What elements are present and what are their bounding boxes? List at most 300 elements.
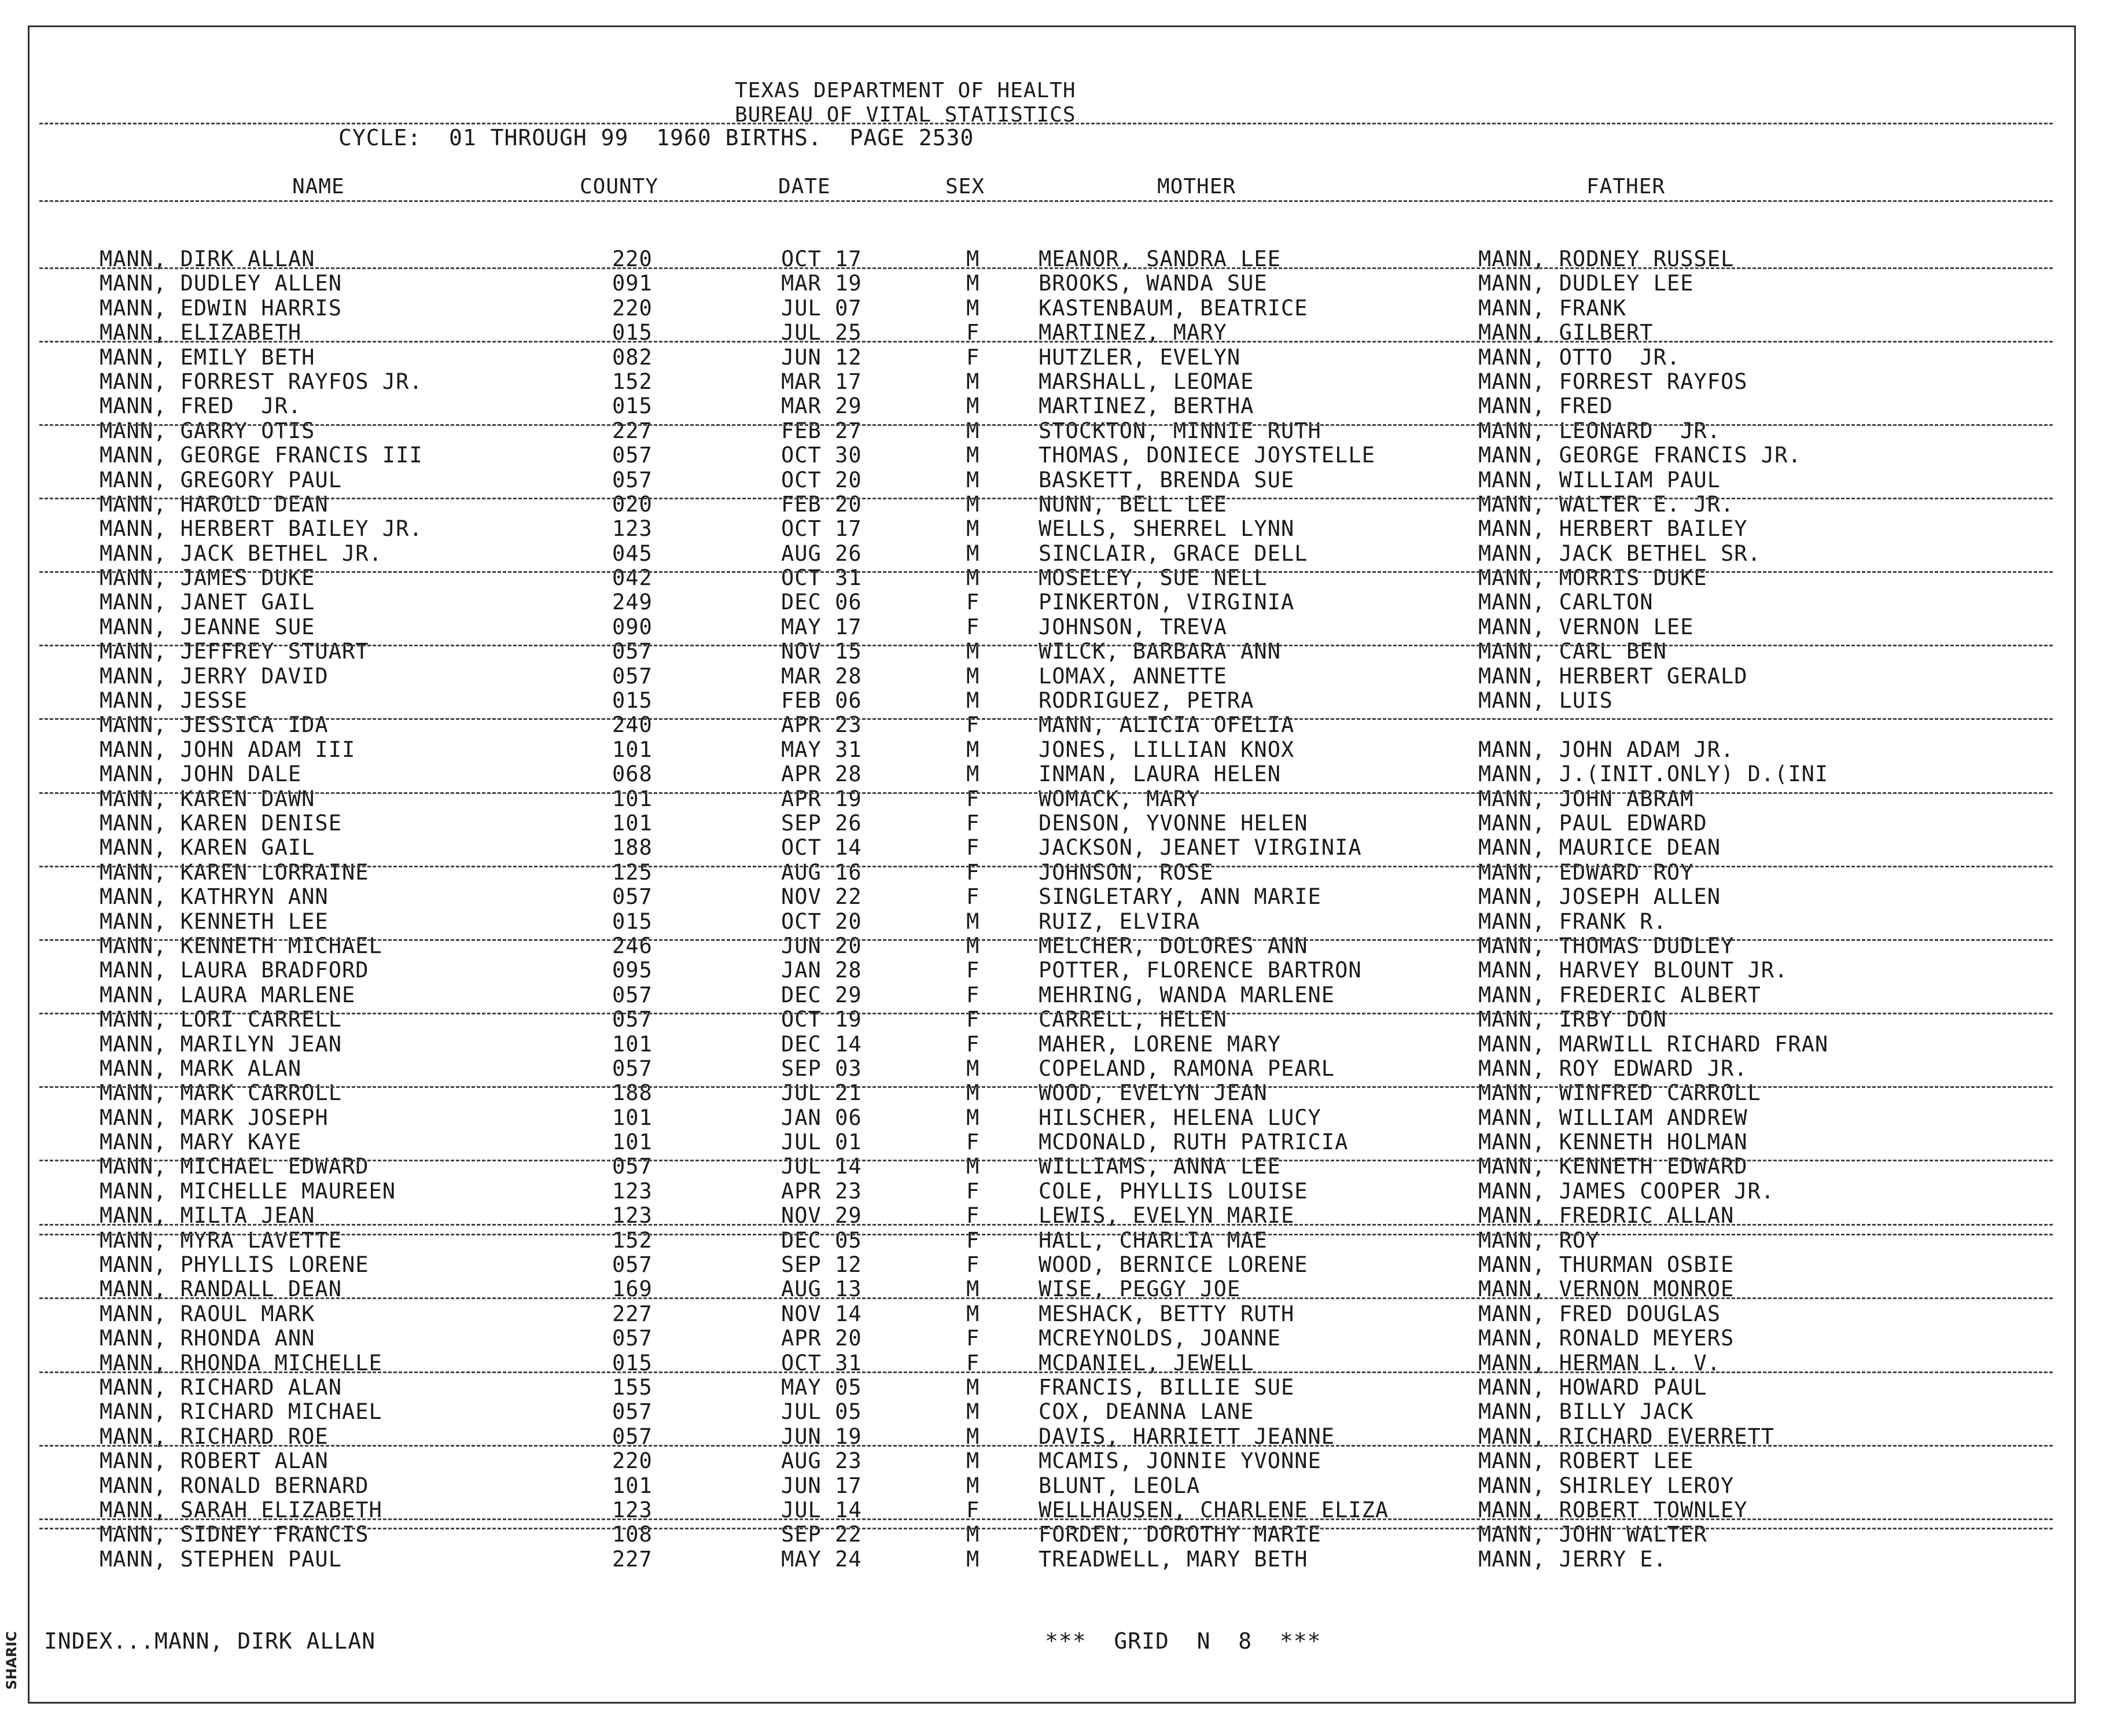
record-county: 101 [612, 1031, 653, 1057]
record-county: 057 [612, 467, 653, 492]
record-county: 220 [612, 247, 653, 271]
record-father: MANN, CARL BEN [1478, 639, 1667, 664]
record-mother: MCDANIEL, JEWELL [1039, 1350, 1254, 1375]
index-line: INDEX...MANN, DIRK ALLAN [44, 1628, 376, 1654]
record-name: MANN, MICHAEL EDWARD [100, 1154, 369, 1179]
table-row [0, 1056, 2117, 1080]
table-row [0, 590, 2117, 614]
table-row [0, 1351, 2117, 1375]
record-mother: JOHNSON, TREVA [1039, 614, 1227, 639]
record-date: MAY 17 [781, 614, 862, 639]
record-sex: M [966, 393, 980, 419]
record-name: MANN, RHONDA ANN [100, 1326, 315, 1351]
record-mother: MELCHER, DOLORES ANN [1039, 933, 1308, 958]
record-name: MANN, RANDALL DEAN [100, 1277, 342, 1302]
record-sex: M [966, 271, 980, 296]
record-county: 123 [612, 1178, 653, 1204]
record-mother: WELLS, SHERREL LYNN [1039, 516, 1295, 542]
record-county: 057 [612, 1326, 653, 1351]
record-county: 091 [612, 271, 653, 296]
record-father: MANN, JAMES COOPER JR. [1478, 1178, 1775, 1204]
record-sex: M [966, 663, 980, 689]
record-county: 155 [612, 1374, 653, 1400]
record-sex: M [966, 1448, 980, 1474]
record-county: 057 [612, 884, 653, 910]
record-date: FEB 06 [781, 688, 862, 713]
record-name: MANN, LORI CARRELL [100, 1007, 342, 1032]
table-row [0, 516, 2117, 540]
record-sex: M [966, 565, 980, 591]
table-row [0, 271, 2117, 295]
record-mother: SINGLETARY, ANN MARIE [1039, 884, 1321, 910]
table-row [0, 443, 2117, 467]
record-date: DEC 05 [781, 1227, 862, 1253]
table-row [0, 664, 2117, 688]
table-row [0, 884, 2117, 909]
record-date: JUL 21 [781, 1080, 862, 1106]
record-mother: POTTER, FLORENCE BARTRON [1039, 958, 1362, 983]
record-county: 123 [612, 1203, 653, 1229]
table-row [0, 712, 2117, 737]
record-sex: M [966, 1473, 980, 1498]
record-mother: WOOD, BERNICE LORENE [1039, 1252, 1308, 1278]
record-mother: COLE, PHYLLIS LOUISE [1039, 1178, 1308, 1204]
record-father: MANN, MORRIS DUKE [1478, 565, 1707, 591]
record-sex: M [966, 1522, 980, 1547]
record-sex: M [966, 1080, 980, 1106]
table-row [0, 1547, 2117, 1571]
record-father: MANN, FRED [1478, 393, 1613, 419]
column-header-mother: MOTHER [1157, 175, 1236, 198]
record-date: JUN 20 [781, 933, 862, 958]
record-father: MANN, LEONARD JR. [1478, 418, 1721, 443]
side-label: SHARIC [3, 1631, 20, 1690]
record-mother: NUNN, BELL LEE [1039, 491, 1227, 517]
record-county: 015 [612, 1350, 653, 1375]
record-name: MANN, EMILY BETH [100, 344, 315, 370]
record-mother: MOSELEY, SUE NELL [1039, 565, 1268, 591]
record-father: MANN, RONALD MEYERS [1478, 1326, 1735, 1351]
record-name: MANN, FRED JR. [100, 393, 302, 419]
record-county: 101 [612, 737, 653, 762]
record-father: MANN, HERBERT GERALD [1478, 663, 1748, 689]
record-sex: F [966, 786, 980, 811]
record-county: 057 [612, 1007, 653, 1032]
table-row [0, 1522, 2117, 1546]
record-mother: DAVIS, HARRIETT JEANNE [1039, 1424, 1335, 1449]
record-sex: F [966, 320, 980, 345]
record-date: JUN 12 [781, 344, 862, 370]
table-row [0, 418, 2117, 443]
record-sex: M [966, 1399, 980, 1425]
record-county: 188 [612, 835, 653, 860]
record-name: MANN, JESSICA IDA [100, 712, 329, 738]
record-sex: M [966, 369, 980, 394]
table-row [0, 247, 2117, 271]
record-name: MANN, ELIZABETH [100, 320, 302, 345]
record-father: MANN, MAURICE DEAN [1478, 835, 1721, 860]
record-sex: F [966, 344, 980, 370]
record-county: 101 [612, 786, 653, 811]
record-date: JUN 17 [781, 1473, 862, 1498]
record-name: MANN, GARRY OTIS [100, 418, 315, 443]
record-father: MANN, WILLIAM ANDREW [1478, 1105, 1748, 1130]
record-county: 082 [612, 344, 653, 370]
record-county: 227 [612, 1301, 653, 1326]
table-row [0, 639, 2117, 663]
record-mother: MAHER, LORENE MARY [1039, 1031, 1281, 1057]
record-date: APR 19 [781, 786, 862, 811]
record-name: MANN, KAREN DAWN [100, 786, 315, 811]
record-date: JUL 01 [781, 1130, 862, 1155]
table-row [0, 737, 2117, 762]
record-father: MANN, IRBY DON [1478, 1007, 1667, 1032]
record-name: MANN, MARK ALAN [100, 1055, 302, 1081]
record-name: MANN, STEPHEN PAUL [100, 1546, 342, 1572]
record-county: 240 [612, 712, 653, 738]
record-father: MANN, CARLTON [1478, 590, 1654, 615]
record-county: 057 [612, 1424, 653, 1449]
record-county: 152 [612, 1227, 653, 1253]
record-name: MANN, RICHARD MICHAEL [100, 1399, 382, 1425]
table-row [0, 811, 2117, 835]
table-row [0, 1007, 2117, 1031]
record-mother: WELLHAUSEN, CHARLENE ELIZA [1039, 1497, 1389, 1522]
record-sex: F [966, 982, 980, 1007]
record-mother: HALL, CHARLIA MAE [1039, 1227, 1268, 1253]
record-mother: MARTINEZ, BERTHA [1039, 393, 1254, 419]
record-father: MANN, THOMAS DUDLEY [1478, 933, 1735, 958]
table-row [0, 1326, 2117, 1350]
record-mother: MEANOR, SANDRA LEE [1039, 247, 1281, 271]
record-name: MANN, JOHN DALE [100, 762, 302, 787]
record-sex: F [966, 1203, 980, 1229]
record-county: 227 [612, 1546, 653, 1572]
record-sex: M [966, 247, 980, 271]
record-father: MANN, ROBERT TOWNLEY [1478, 1497, 1748, 1522]
table-row [0, 786, 2117, 811]
table-row [0, 983, 2117, 1007]
record-father: MANN, WINFRED CARROLL [1478, 1080, 1761, 1106]
record-county: 090 [612, 614, 653, 639]
record-mother: RODRIGUEZ, PETRA [1039, 688, 1254, 713]
table-row [0, 369, 2117, 393]
record-name: MANN, RONALD BERNARD [100, 1473, 369, 1498]
record-name: MANN, EDWIN HARRIS [100, 295, 342, 321]
record-mother: WILLIAMS, ANNA LEE [1039, 1154, 1281, 1179]
record-name: MANN, MILTA JEAN [100, 1203, 315, 1229]
record-sex: M [966, 491, 980, 517]
record-mother: THOMAS, DONIECE JOYSTELLE [1039, 443, 1375, 468]
record-sex: M [966, 909, 980, 934]
record-father: MANN, JOHN ABRAM [1478, 786, 1694, 811]
table-row [0, 1179, 2117, 1203]
record-mother: FRANCIS, BILLIE SUE [1039, 1374, 1295, 1400]
record-father: MANN, OTTO JR. [1478, 344, 1681, 370]
record-sex: F [966, 1497, 980, 1522]
record-name: MANN, MARY KAYE [100, 1130, 302, 1155]
table-row [0, 1375, 2117, 1399]
record-sex: M [966, 1105, 980, 1130]
record-father: MANN, FRANK R. [1478, 909, 1667, 934]
record-mother: COPELAND, RAMONA PEARL [1039, 1055, 1335, 1081]
table-row [0, 933, 2117, 958]
record-name: MANN, DIRK ALLAN [100, 247, 315, 271]
record-name: MANN, JEANNE SUE [100, 614, 315, 639]
record-name: MANN, SARAH ELIZABETH [100, 1497, 382, 1522]
record-county: 227 [612, 418, 653, 443]
table-row [0, 1080, 2117, 1105]
record-date: JUL 14 [781, 1154, 862, 1179]
record-date: JUL 14 [781, 1497, 862, 1522]
record-date: FEB 20 [781, 491, 862, 517]
record-county: 015 [612, 320, 653, 345]
record-mother: HILSCHER, HELENA LUCY [1039, 1105, 1321, 1130]
record-mother: MANN, ALICIA OFELIA [1039, 712, 1295, 738]
record-name: MANN, GEORGE FRANCIS III [100, 443, 423, 468]
table-row [0, 1130, 2117, 1154]
record-sex: F [966, 1350, 980, 1375]
record-father: MANN, DUDLEY LEE [1478, 271, 1694, 296]
record-county: 057 [612, 982, 653, 1007]
record-county: 015 [612, 909, 653, 934]
record-sex: M [966, 516, 980, 542]
record-name: MANN, RICHARD ROE [100, 1424, 329, 1449]
record-mother: MARTINEZ, MARY [1039, 320, 1227, 345]
table-row [0, 1105, 2117, 1130]
record-date: SEP 22 [781, 1522, 862, 1547]
record-sex: M [966, 1277, 980, 1302]
table-row [0, 1399, 2117, 1424]
record-county: 057 [612, 1055, 653, 1081]
record-sex: M [966, 418, 980, 443]
record-mother: WOOD, EVELYN JEAN [1039, 1080, 1268, 1106]
record-father: MANN, SHIRLEY LEROY [1478, 1473, 1735, 1498]
table-row [0, 835, 2117, 859]
table-row [0, 296, 2117, 320]
table-row [0, 1252, 2117, 1277]
record-date: JUL 25 [781, 320, 862, 345]
record-sex: F [966, 1031, 980, 1057]
record-sex: F [966, 1252, 980, 1278]
table-row [0, 688, 2117, 712]
record-sex: M [966, 1055, 980, 1081]
record-sex: F [966, 590, 980, 615]
record-father: MANN, RODNEY RUSSEL [1478, 247, 1735, 271]
record-father: MANN, LUIS [1478, 688, 1613, 713]
record-date: DEC 06 [781, 590, 862, 615]
record-county: 020 [612, 491, 653, 517]
record-county: 015 [612, 393, 653, 419]
table-row [0, 762, 2117, 786]
record-date: MAR 29 [781, 393, 862, 419]
record-date: MAR 28 [781, 663, 862, 689]
record-father: MANN, WILLIAM PAUL [1478, 467, 1721, 492]
record-father: MANN, FREDRIC ALLAN [1478, 1203, 1735, 1229]
record-father: MANN, ROY [1478, 1227, 1600, 1253]
record-name: MANN, MARK JOSEPH [100, 1105, 329, 1130]
record-father: MANN, JOHN ADAM JR. [1478, 737, 1735, 762]
record-county: 108 [612, 1522, 653, 1547]
record-name: MANN, RAOUL MARK [100, 1301, 315, 1326]
record-name: MANN, JANET GAIL [100, 590, 315, 615]
record-county: 169 [612, 1277, 653, 1302]
record-county: 057 [612, 1399, 653, 1425]
table-row [0, 1448, 2117, 1473]
record-mother: LEWIS, EVELYN MARIE [1039, 1203, 1295, 1229]
record-sex: M [966, 443, 980, 468]
record-father: MANN, FRANK [1478, 295, 1627, 321]
record-county: 045 [612, 540, 653, 566]
grid-line: *** GRID N 8 *** [1045, 1628, 1321, 1654]
record-father: MANN, ROY EDWARD JR. [1478, 1055, 1748, 1081]
record-name: MANN, KAREN LORRAINE [100, 859, 369, 885]
record-mother: MESHACK, BETTY RUTH [1039, 1301, 1295, 1326]
record-name: MANN, GREGORY PAUL [100, 467, 342, 492]
record-sex: M [966, 467, 980, 492]
table-row [0, 1228, 2117, 1252]
record-father: MANN, FORREST RAYFOS [1478, 369, 1748, 394]
record-date: AUG 13 [781, 1277, 862, 1302]
record-county: 246 [612, 933, 653, 958]
record-date: JUN 19 [781, 1424, 862, 1449]
record-mother: CARRELL, HELEN [1039, 1007, 1227, 1032]
record-name: MANN, JACK BETHEL JR. [100, 540, 382, 566]
record-county: 188 [612, 1080, 653, 1106]
record-date: SEP 03 [781, 1055, 862, 1081]
record-county: 057 [612, 663, 653, 689]
record-father: MANN, JOHN WALTER [1478, 1522, 1707, 1547]
record-father: MANN, RICHARD EVERRETT [1478, 1424, 1775, 1449]
header-divider [39, 123, 2053, 124]
record-mother: STOCKTON, MINNIE RUTH [1039, 418, 1321, 443]
table-row [0, 615, 2117, 639]
record-name: MANN, JAMES DUKE [100, 565, 315, 591]
record-date: AUG 23 [781, 1448, 862, 1474]
record-mother: JACKSON, JEANET VIRGINIA [1039, 835, 1362, 860]
record-name: MANN, MARK CARROLL [100, 1080, 342, 1106]
record-mother: MEHRING, WANDA MARLENE [1039, 982, 1335, 1007]
record-mother: MCDONALD, RUTH PATRICIA [1039, 1130, 1349, 1155]
record-father: MANN, THURMAN OSBIE [1478, 1252, 1735, 1278]
record-father: MANN, KENNETH HOLMAN [1478, 1130, 1748, 1155]
record-date: MAR 17 [781, 369, 862, 394]
record-sex: M [966, 1301, 980, 1326]
record-sex: F [966, 810, 980, 836]
record-name: MANN, JEFFREY STUART [100, 639, 369, 664]
record-father: MANN, VERNON LEE [1478, 614, 1694, 639]
table-row [0, 1424, 2117, 1448]
column-header-date: DATE [778, 175, 831, 198]
record-sex: M [966, 1424, 980, 1449]
record-county: 123 [612, 516, 653, 542]
record-name: MANN, HAROLD DEAN [100, 491, 329, 517]
record-name: MANN, MYRA LAVETTE [100, 1227, 342, 1253]
record-name: MANN, RICHARD ALAN [100, 1374, 342, 1400]
record-sex: F [966, 884, 980, 910]
record-father: MANN, HERBERT BAILEY [1478, 516, 1748, 542]
record-name: MANN, MICHELLE MAUREEN [100, 1178, 396, 1204]
record-county: 152 [612, 369, 653, 394]
record-date: MAY 31 [781, 737, 862, 762]
record-date: APR 23 [781, 1178, 862, 1204]
table-row [0, 1154, 2117, 1178]
record-name: MANN, MARILYN JEAN [100, 1031, 342, 1057]
record-date: OCT 14 [781, 835, 862, 860]
record-county: 101 [612, 1130, 653, 1155]
record-sex: M [966, 540, 980, 566]
table-row [0, 1473, 2117, 1498]
record-county: 057 [612, 443, 653, 468]
record-sex: F [966, 835, 980, 860]
record-name: MANN, KENNETH LEE [100, 909, 329, 934]
record-father: MANN, ROBERT LEE [1478, 1448, 1694, 1474]
record-date: SEP 12 [781, 1252, 862, 1278]
record-date: MAR 19 [781, 271, 862, 296]
record-name: MANN, HERBERT BAILEY JR. [100, 516, 423, 542]
record-name: MANN, LAURA BRADFORD [100, 958, 369, 983]
record-father: MANN, FREDERIC ALBERT [1478, 982, 1761, 1007]
record-county: 101 [612, 1473, 653, 1498]
record-name: MANN, ROBERT ALAN [100, 1448, 329, 1474]
record-sex: M [966, 1154, 980, 1179]
record-mother: SINCLAIR, GRACE DELL [1039, 540, 1308, 566]
record-name: MANN, JERRY DAVID [100, 663, 329, 689]
column-header-name: NAME [292, 175, 345, 198]
table-row [0, 1498, 2117, 1522]
table-row [0, 909, 2117, 933]
record-name: MANN, DUDLEY ALLEN [100, 271, 342, 296]
record-date: OCT 20 [781, 909, 862, 934]
record-name: MANN, KATHRYN ANN [100, 884, 329, 910]
record-date: JAN 28 [781, 958, 862, 983]
table-row [0, 1032, 2117, 1056]
record-county: 101 [612, 810, 653, 836]
record-father: MANN, FRED DOUGLAS [1478, 1301, 1721, 1326]
record-sex: F [966, 1178, 980, 1204]
record-date: APR 23 [781, 712, 862, 738]
record-sex: F [966, 859, 980, 885]
record-date: MAY 05 [781, 1374, 862, 1400]
record-father: MANN, J.(INIT.ONLY) D.(INI [1478, 762, 1829, 787]
record-date: APR 28 [781, 762, 862, 787]
record-father: MANN, HERMAN L. V. [1478, 1350, 1721, 1375]
table-row [0, 393, 2117, 418]
record-name: MANN, KAREN DENISE [100, 810, 342, 836]
record-date: NOV 29 [781, 1203, 862, 1229]
record-mother: BASKETT, BRENDA SUE [1039, 467, 1295, 492]
record-mother: MCREYNOLDS, JOANNE [1039, 1326, 1281, 1351]
record-county: 068 [612, 762, 653, 787]
header-bureau: BUREAU OF VITAL STATISTICS [735, 103, 1076, 127]
record-mother: COX, DEANNA LANE [1039, 1399, 1254, 1425]
record-county: 015 [612, 688, 653, 713]
record-date: JAN 06 [781, 1105, 862, 1130]
record-date: OCT 20 [781, 467, 862, 492]
record-date: MAY 24 [781, 1546, 862, 1572]
record-mother: INMAN, LAURA HELEN [1039, 762, 1281, 787]
record-mother: JOHNSON, ROSE [1039, 859, 1214, 885]
record-mother: WILCK, BARBARA ANN [1039, 639, 1281, 664]
record-date: OCT 17 [781, 247, 862, 271]
table-row [0, 565, 2117, 590]
record-father: MANN, BILLY JACK [1478, 1399, 1694, 1425]
record-name: MANN, SIDNEY FRANCIS [100, 1522, 369, 1547]
record-date: AUG 16 [781, 859, 862, 885]
record-mother: BLUNT, LEOLA [1039, 1473, 1201, 1498]
record-father: MANN, EDWARD ROY [1478, 859, 1694, 885]
record-date: JUL 07 [781, 295, 862, 321]
